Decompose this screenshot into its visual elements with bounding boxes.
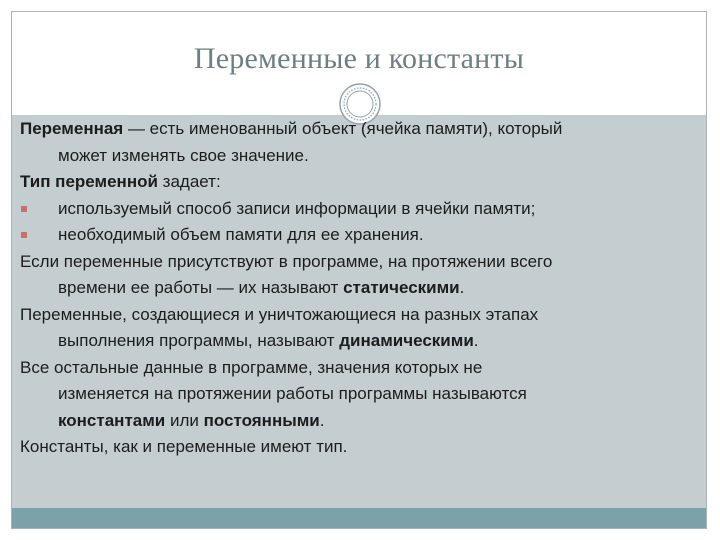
term-variable-type: Тип переменной (20, 172, 158, 191)
term-permanent: постоянными (203, 410, 320, 430)
slide-content (20, 116, 706, 461)
term-dynamic: динамическими (339, 331, 474, 350)
list-item-text: используемый способ записи информации в ячейки памяти; (58, 198, 536, 218)
paragraph-variable-definition (20, 116, 706, 143)
paragraph-static: Если переменные присутствуют в программе, на протяжении всего (20, 251, 553, 271)
or-text: или (165, 410, 204, 430)
paragraph-variable-type (20, 169, 706, 196)
dynamic-text: выполнения программы, называют (58, 331, 340, 350)
paragraph-constants-line3 (20, 408, 706, 435)
definition-text: — есть именованный объект (ячейка памяти), который (123, 119, 563, 138)
definition-continuation: может изменять свое значение. (58, 145, 309, 165)
paragraph-dynamic: Переменные, создающиеся и уничтожающиеся на разных этапах (20, 304, 539, 324)
period: . (459, 278, 465, 297)
term-variable: Переменная (20, 119, 124, 138)
static-text: времени ее работы — их называют (58, 278, 344, 297)
list-item (20, 222, 706, 249)
square-bullet-icon (21, 232, 27, 238)
square-bullet-icon (21, 206, 27, 212)
term-static: статическими (343, 278, 460, 297)
list-item (20, 196, 706, 223)
slide-title: Переменные и константы (193, 42, 525, 75)
paragraph-dynamic-continuation (20, 328, 706, 355)
period: . (319, 410, 325, 430)
paragraph-constants: Все остальные данные в программе, значения которых не (20, 357, 483, 377)
type-text: задает: (157, 172, 221, 191)
paragraph-static-continuation (20, 275, 706, 302)
paragraph-constants-line2: изменяется на протяжении работы программы называются (58, 384, 527, 403)
paragraph-constants-type: Константы, как и переменные имеют тип. (20, 437, 348, 456)
footer-bar (12, 508, 706, 528)
list-item-text: необходимый объем памяти для ее хранения. (58, 225, 424, 244)
period: . (473, 331, 479, 350)
term-constants: константами (58, 410, 166, 430)
